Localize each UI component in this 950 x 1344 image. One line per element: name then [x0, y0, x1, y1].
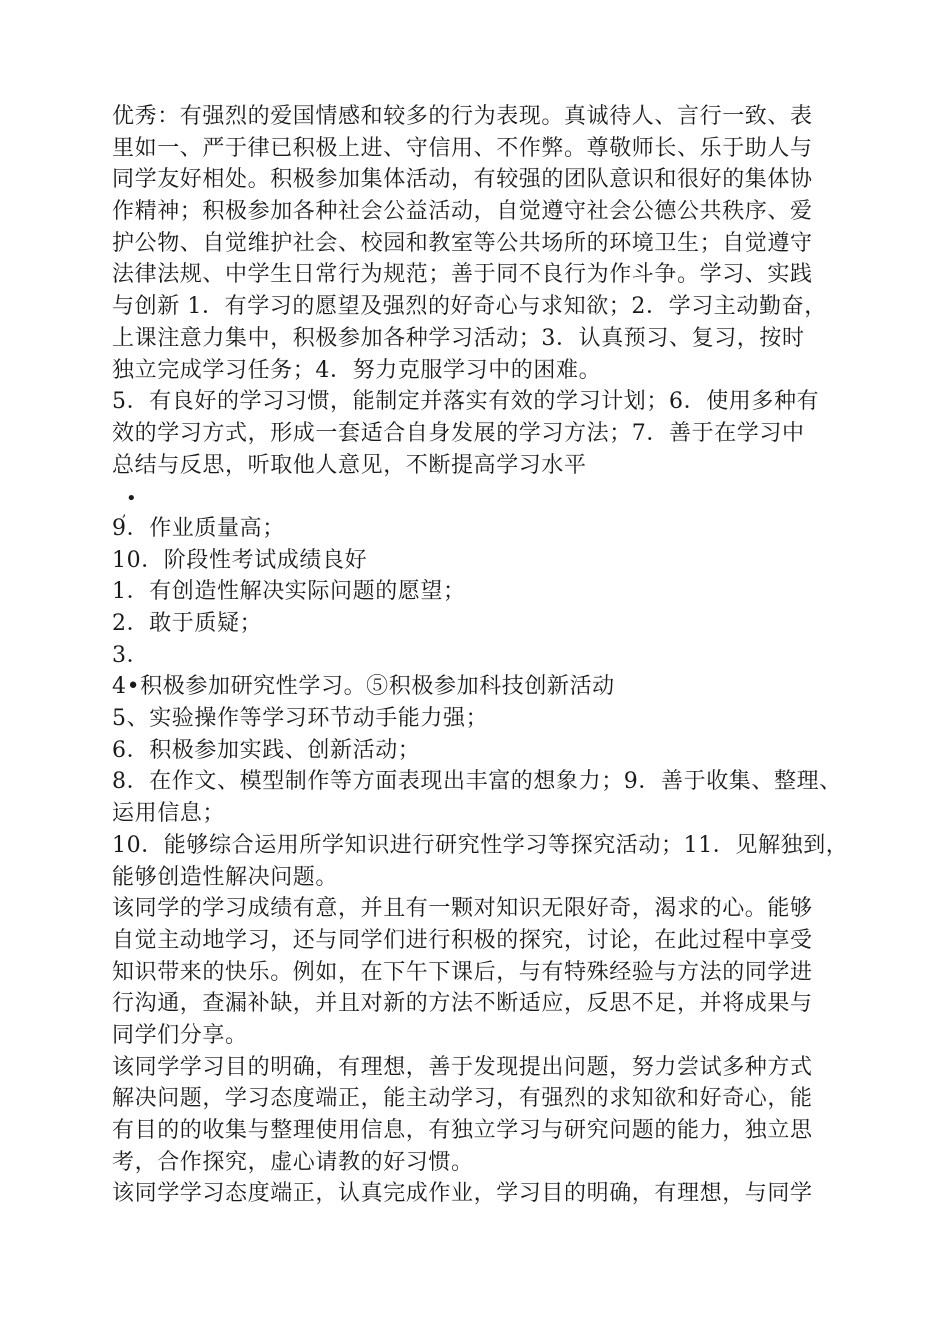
text-line: 作精神；积极参加各种社会公益活动，自觉遵守社会公德公共秩序、爱 [112, 199, 813, 225]
text-line: 该同学的学习成绩有意，并且有一颗对知识无限好奇，渴求的心。能够 [112, 896, 813, 922]
text-line: 独立完成学习任务；4．努力克服学习中的困难。 [112, 357, 602, 383]
text-line: 上课注意力集中，积极参加各种学习活动；3．认真预习、复习，按时 [112, 325, 805, 351]
list-item: 10．阶段性考试成绩良好 [112, 547, 368, 573]
list-item: 4•积极参加研究性学习。⑤积极参加科技创新活动 [112, 674, 615, 700]
text-line: 能够创造性解决问题。 [112, 864, 339, 890]
text-line: 行沟通，查漏补缺，并且对新的方法不断适应，反思不足，并将成果与 [112, 991, 813, 1017]
criteria-list [112, 513, 852, 767]
list-item: 1．有创造性解决实际问题的愿望； [112, 579, 466, 605]
text-line: 考，合作探究，虚心请教的好习惯。 [112, 1149, 474, 1175]
list-item: 6．积极参加实践、创新活动； [112, 737, 421, 763]
text-line: 10．能够综合运用所学知识进行研究性学习等探究活动；11．见解独到， [112, 832, 849, 858]
paragraph-study-habits [112, 386, 852, 481]
paragraph-research [112, 830, 852, 893]
text-line: 与创新 1．有学习的愿望及强烈的好奇心与求知欲；2．学习主动勤奋， [112, 294, 827, 320]
text-line: 有目的的收集与整理使用信息，有独立学习与研究问题的能力，独立思 [112, 1118, 813, 1143]
paragraph-comment-3 [112, 1178, 852, 1210]
text-line: 运用信息； [112, 801, 226, 827]
text-line: 效的学习方式，形成一套适合自身发展的学习方法；7．善于在学习中 [112, 420, 805, 446]
list-item: 2．敢于质疑； [112, 611, 263, 636]
list-item: 9．作业质量高； [112, 515, 285, 541]
text-line: 自觉主动地学习，还与同学们进行积极的探究，讨论，在此过程中享受 [112, 927, 813, 953]
text-line: 里如一、严于律已积极上进、守信用、不作弊。尊敬师长、乐于助人与 [112, 135, 813, 161]
list-item: 3． [112, 642, 150, 668]
list-item: 5、实验操作等学习环节动手能力强； [112, 706, 489, 732]
text-line: 法律法规、中学生日常行为规范；善于同不良行为作斗争。学习、实践 [112, 262, 813, 288]
paragraph-comment-1 [112, 893, 852, 1051]
text-line: 同学友好相处。积极参加集体活动，有较强的团队意识和很好的集体协 [112, 167, 813, 193]
text-line: 同学们分享。 [112, 1022, 248, 1048]
text-line: 解决问题，学习态度端正，能主动学习，有强烈的求知欲和好奇心，能 [112, 1086, 813, 1112]
text-line: 该同学学习目的明确，有理想，善于发现提出问题，努力尝试多种方式 [112, 1054, 813, 1080]
text-line: 知识带来的快乐。例如，在下午下课后，与有特殊经验与方法的同学进 [112, 959, 813, 985]
text-line: 护公物、自觉维护社会、校园和教室等公共场所的环境卫生；自觉遵守 [112, 230, 813, 256]
bullet-comma: , [122, 504, 128, 521]
text-line: 8．在作文、模型制作等方面表现出丰富的想象力；9．善于收集、整理、 [112, 769, 842, 795]
text-line: 该同学学习态度端正，认真完成作业，学习目的明确，有理想，与同学 [112, 1181, 813, 1207]
paragraph-conduct [112, 101, 852, 386]
bullet-dot: • [126, 488, 138, 510]
bullet-marker [112, 481, 852, 521]
text-line: 总结与反思，听取他人意见，不断提高学习水平 [112, 452, 587, 478]
text-line: 优秀：有强烈的爱国情感和较多的行为表现。真诚待人、言行一致、表 [112, 104, 813, 129]
paragraph-comment-2 [112, 1052, 852, 1179]
paragraph-imagination [112, 766, 852, 829]
document-body [112, 101, 852, 1210]
text-line: 5．有良好的学习习惯，能制定并落实有效的学习计划；6．使用多种有 [112, 389, 820, 415]
